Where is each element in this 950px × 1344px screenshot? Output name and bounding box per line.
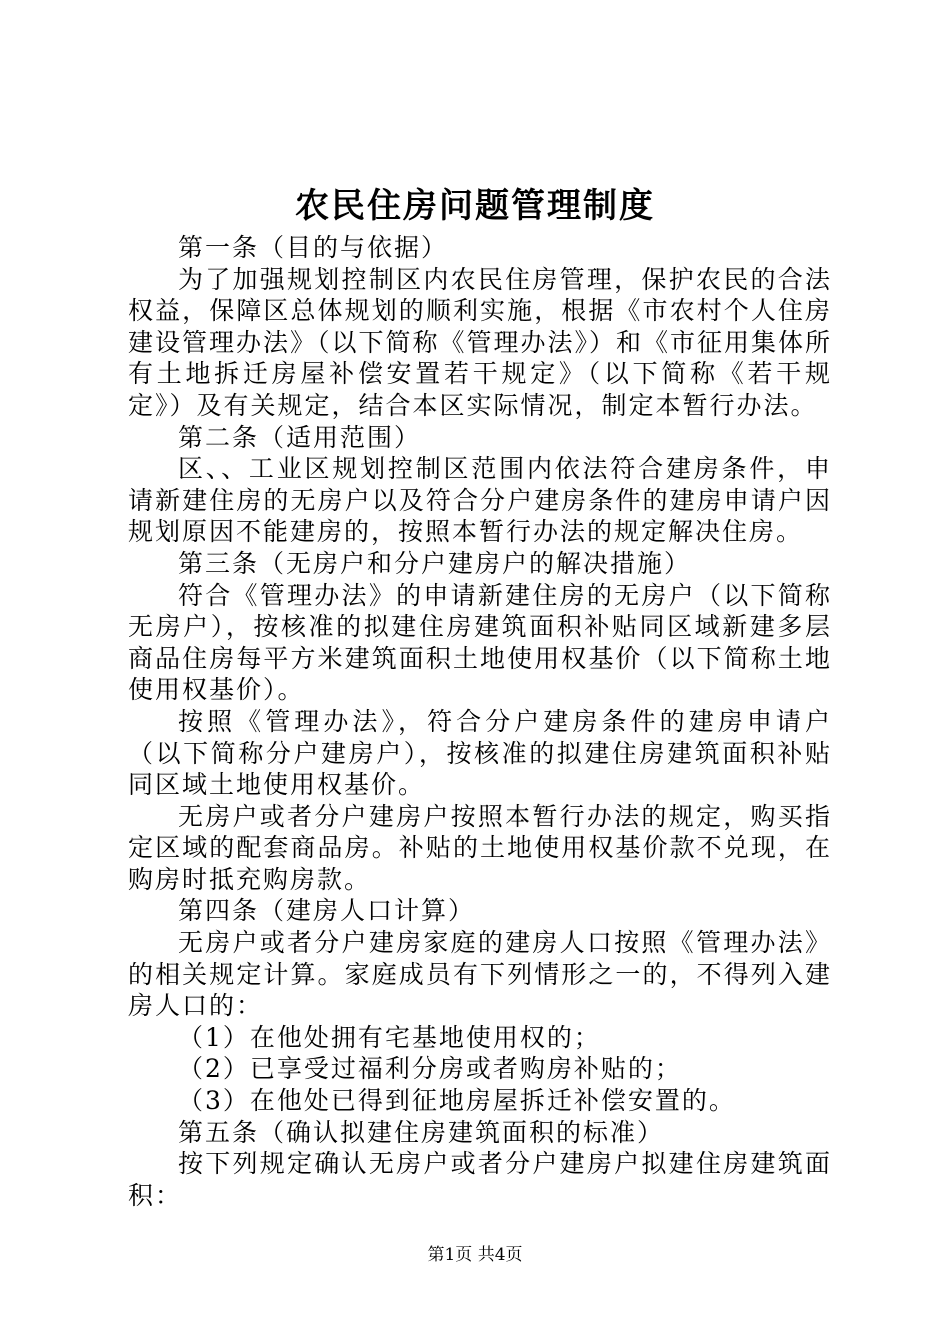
article-heading: 第三条（无房户和分户建房户的解决措施） bbox=[178, 548, 692, 578]
page-number: 第1页 共4页 bbox=[427, 1245, 523, 1265]
paragraph: 按照《管理办法》，符合分户建房条件的建房申请户（以下简称分户建房户），按核准的拟建住房建筑面积补贴同区域土地使用权基价。 bbox=[128, 706, 832, 800]
list-item: （2）已享受过福利分房或者购房补贴的； bbox=[178, 1054, 682, 1084]
article-heading: 第五条（确认拟建住房建筑面积的标准） bbox=[178, 1117, 665, 1147]
document-title: 农民住房问题管理制度 bbox=[295, 186, 655, 226]
list-item: （3）在他处已得到征地房屋拆迁补偿安置的。 bbox=[178, 1086, 736, 1116]
article-heading: 第二条（适用范围） bbox=[178, 422, 422, 452]
paragraph: 无房户或者分户建房家庭的建房人口按照《管理办法》的相关规定计算。家庭成员有下列情形之一的，不得列入建房人口的： bbox=[128, 928, 832, 1021]
article-heading: 第一条（目的与依据） bbox=[178, 233, 449, 262]
paragraph: 按下列规定确认无房户或者分户建房户拟建住房建筑面积： bbox=[128, 1149, 832, 1210]
list-item: （1）在他处拥有宅基地使用权的； bbox=[178, 1022, 601, 1052]
document-body bbox=[128, 232, 832, 1211]
article-heading: 第四条（建房人口计算） bbox=[178, 896, 476, 926]
paragraph: 符合《管理办法》的申请新建住房的无房户（以下简称无房户），按核准的拟建住房建筑面积补贴同区域新建多层商品住房每平方米建筑面积土地使用权基价（以下简称土地使用权基价）。 bbox=[128, 580, 832, 705]
paragraph: 无房户或者分户建房户按照本暂行办法的规定，购买指定区域的配套商品房。补贴的土地使用权基价款不兑现，在购房时抵充购房款。 bbox=[128, 801, 832, 894]
paragraph: 为了加强规划控制区内农民住房管理，保护农民的合法权益，保障区总体规划的顺利实施，根据《市农村个人住房建设管理办法》（以下简称《管理办法》）和《市征用集体所有土地拆迁房屋补偿安置若干规定》（以下简称《若干规定》）及有关规定，结合本区实际情况，制定本暂行办法。 bbox=[128, 264, 833, 420]
paragraph: 区、、工业区规划控制区范围内依法符合建房条件，申请新建住房的无房户以及符合分户建房条件的建房申请户因规划原因不能建房的，按照本暂行办法的规定解决住房。 bbox=[128, 454, 832, 547]
